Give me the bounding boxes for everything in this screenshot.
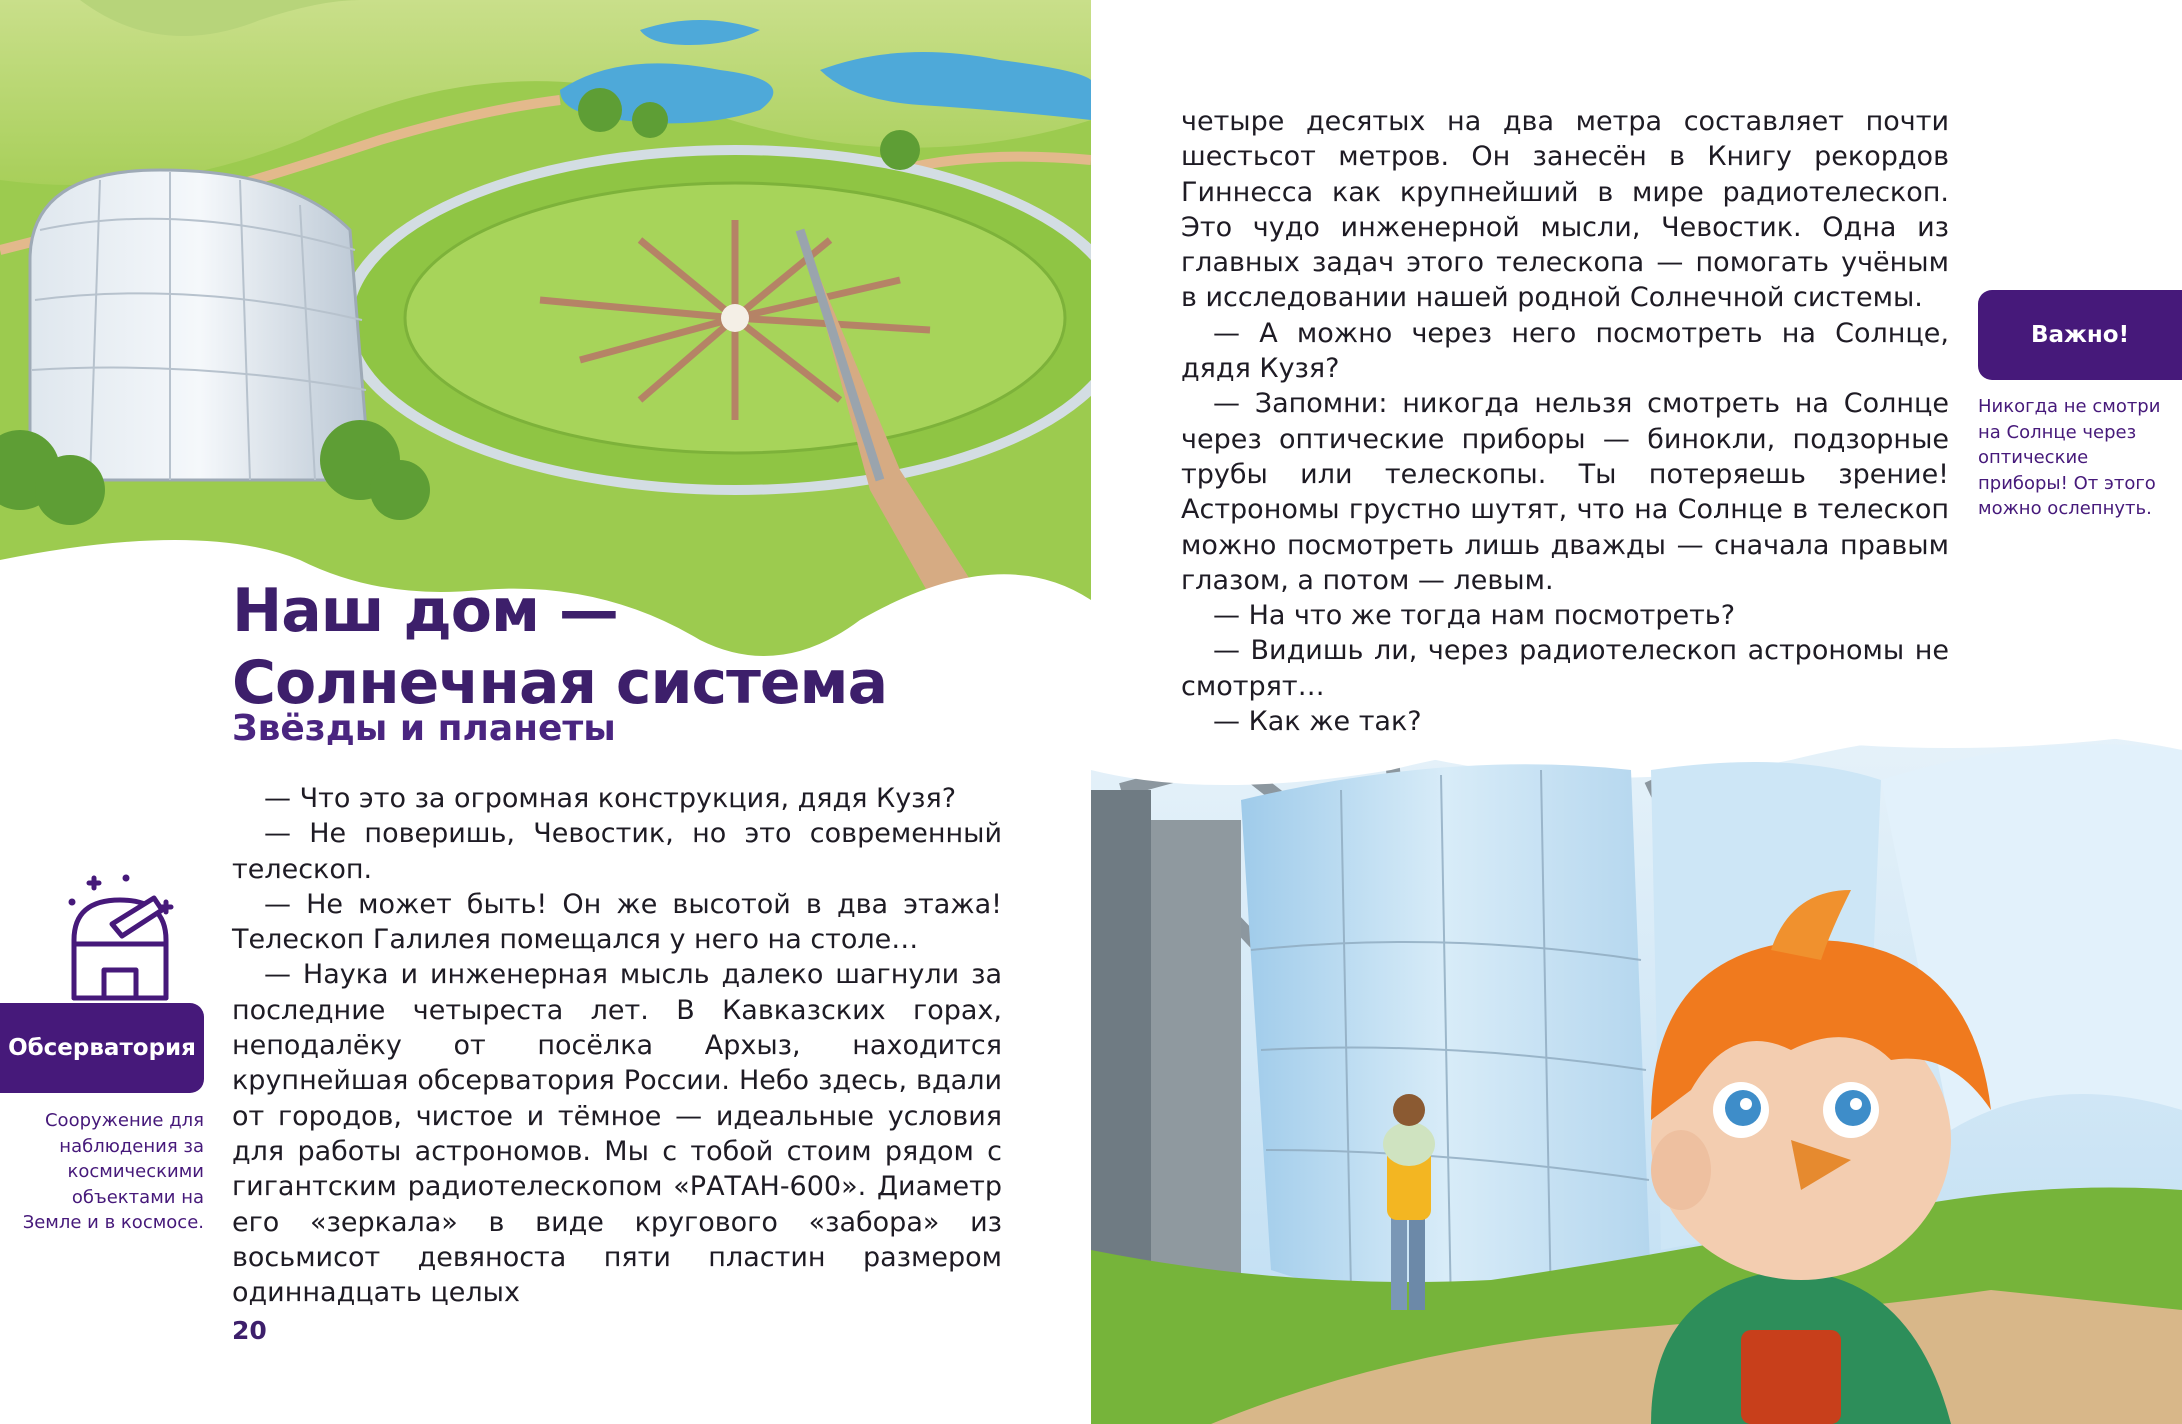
dialogue-paragraph: — Как же так? (1213, 706, 1422, 738)
dialogue-paragraph: — Не может быть! Он же высотой в два этажа! Телескоп Галилея помещался у него на столе… (232, 888, 1002, 956)
dialogue-paragraph: — На что же тогда нам посмотреть? (1213, 600, 1736, 632)
left-body-text (232, 781, 1002, 1310)
dialogue-paragraph: — Видишь ли, через радиотелескоп астрономы не смотрят… (1181, 635, 1949, 702)
page-title: Наш дом — Солнечная система (232, 576, 888, 718)
page-subtitle: Звёзды и планеты (232, 708, 616, 749)
page-number: 20 (232, 1316, 267, 1345)
important-note: Никогда не смотри на Солнце через оптические приборы! От этого можно ослепнуть. (1978, 396, 2161, 520)
dialogue-paragraph: — Не поверишь, Чевостик, но это современный телескоп. (232, 818, 1002, 885)
dialogue-paragraph: — Запомни: никогда нельзя смотреть на Солнце через оптические приборы — бинокли, подзорные трубы или телескопы. Ты потеряешь зрение! Астрономы грустно шутят, что на Солнце в телескоп можно посмотреть лишь дважды — сначала правым глазом, а потом — левым. (1181, 388, 1949, 596)
right-page (1091, 0, 2182, 1424)
observatory-icon (64, 872, 184, 1002)
dialogue-paragraph: — А можно через него посмотреть на Солнце, дядя Кузя? (1181, 317, 1949, 385)
dialogue-paragraph: четыре десятых на два метра составляет почти шестьсот метров. Он занесён в Книгу рекордов Гиннесса как крупнейший в мире радиотелескоп. Это чудо инженерной мысли, Чевостик. Одна из главных задач этого телескопа — помогать учёным в исследовании нашей родной Солнечной системы. (1181, 106, 1949, 314)
dialogue-paragraph: — Наука и инженерная мысль далеко шагнули за последние четыреста лет. В Кавказских горах, неподалёку от посёлка Архыз, находится крупнейшая обсерватория России. Небо здесь, вдали от городов, чистое и тёмное — идеальные условия для работы астрономов. Мы с тобой стоим рядом с гигантским радиотелескопом «РАТАН-600». Диаметр его «зеркала» в виде кругового «забора» из восьмисот девяноста пяти пластин размером одиннадцать целых (232, 959, 1002, 1309)
observatory-term-label: Обсерватория (0, 1003, 204, 1093)
radio-telescope-illustration (1091, 690, 2182, 1424)
observatory-definition: Сооружение для наблюдения за космическими объектами на Земле и в космосе. (22, 1110, 204, 1234)
right-body-text (1181, 104, 1949, 739)
important-label: Важно! (1978, 290, 2182, 380)
dialogue-paragraph: — Что это за огромная конструкция, дядя Кузя? (264, 783, 957, 814)
